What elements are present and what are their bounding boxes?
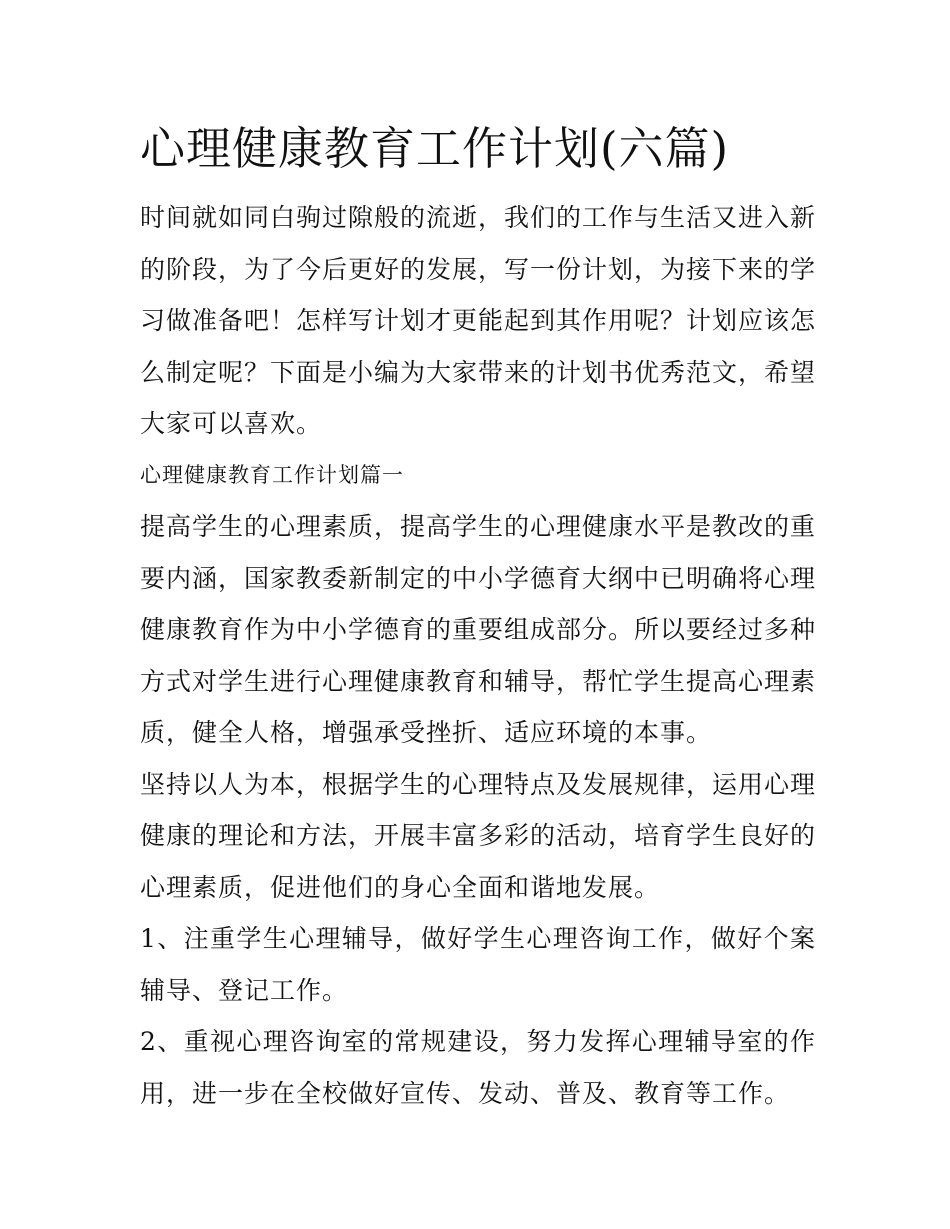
body-paragraph: 坚持以人为本，根据学生的心理特点及发展规律，运用心理健康的理论和方法，开展丰富多彩的活动，培育学生良好的心理素质，促进他们的身心全面和谐地发展。: [140, 769, 817, 902]
list-item: 2、重视心理咨询室的常规建设，努力发挥心理辅导室的作用，进一步在全校做好宣传、发动、普及、教育等工作。: [140, 1027, 816, 1108]
document-title: 心理健康教育工作计划(六篇): [140, 122, 730, 175]
list-item: 1、注重学生心理辅导，做好学生心理咨询工作，做好个案辅导、登记工作。: [140, 924, 816, 1005]
body-paragraph: 提高学生的心理素质，提高学生的心理健康水平是教改的重要内涵，国家教委新制定的中小学德育大纲中已明确将心理健康教育作为中小学德育的重要组成部分。所以要经过多种方式对学生进行心理健康教育和辅导，帮忙学生提高心理素质，健全人格，增强承受挫折、适应环境的本事。: [140, 512, 817, 747]
intro-paragraph: 时间就如同白驹过隙般的流逝，我们的工作与生活又进入新的阶段，为了今后更好的发展，写一份计划，为接下来的学习做准备吧！怎样写计划才更能起到其作用呢？计划应该怎么制定呢？下面是小编为大家带来的计划书优秀范文，希望大家可以喜欢。: [140, 203, 817, 438]
section-heading: 心理健康教育工作计划篇一: [140, 462, 404, 487]
document-body: [140, 118, 816, 1119]
